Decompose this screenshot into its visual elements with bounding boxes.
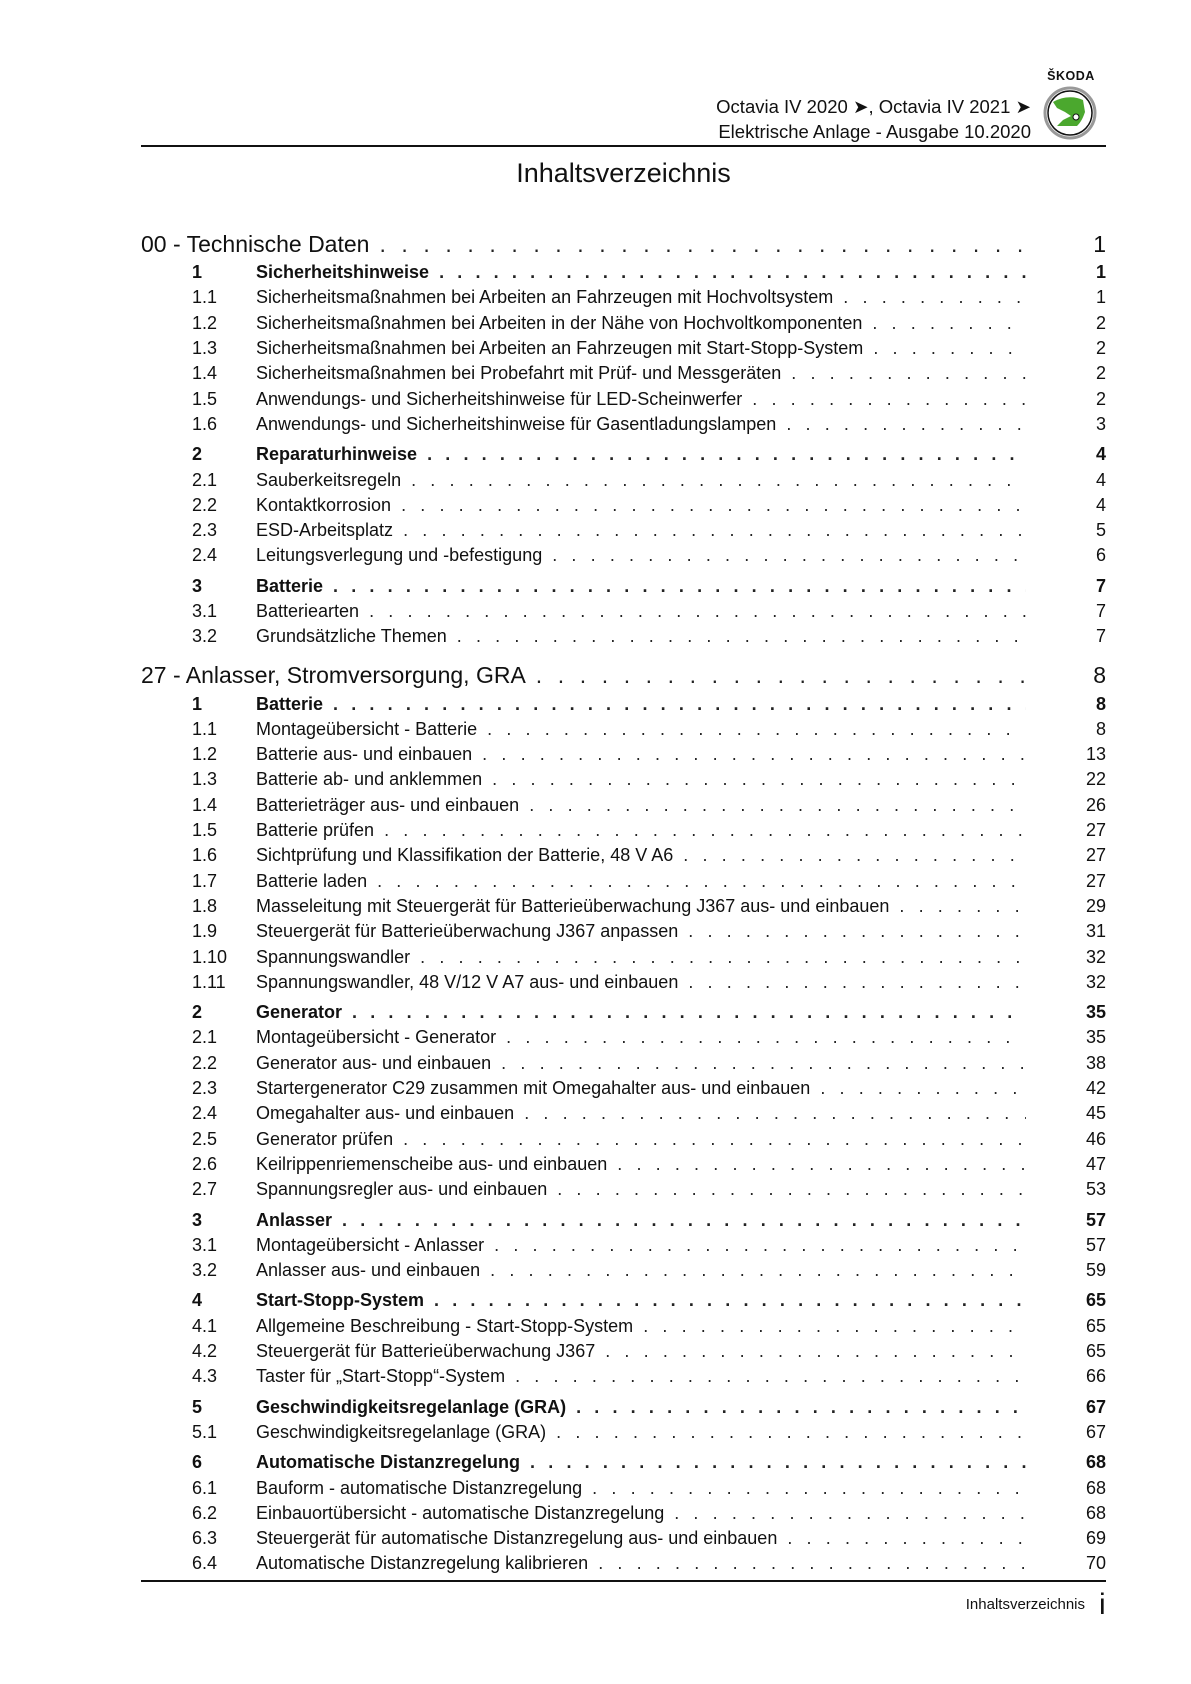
entry-number: 6.1 [192,1477,218,1498]
entry-number: 4 [192,1290,203,1311]
header-rule [141,145,1106,147]
entry-number: 1.3 [192,338,218,359]
page-number: 27 [1085,845,1106,866]
page-number: 32 [1085,971,1106,992]
entry-title: Batterie ab- und anklemmen [256,769,483,790]
toc-entry[interactable] [141,412,1106,437]
header-edition: Elektrische Anlage - Ausgabe 10.2020 [718,121,1031,142]
entry-number: 4.2 [192,1341,218,1362]
page-number: 5 [1095,520,1106,541]
toc-entry[interactable] [141,767,1106,792]
toc-entry[interactable] [141,944,1106,969]
entry-title: Anwendungs- und Sicherheitshinweise für LED-Scheinwerfer [256,388,743,409]
entry-number: 6 [192,1452,203,1473]
entry-number: 1.6 [192,413,218,434]
entry-title: Montageübersicht - Anlasser [256,1234,485,1255]
toc-entry[interactable] [141,1551,1106,1576]
page-number: 68 [1085,1452,1106,1473]
entry-title: Spannungswandler [256,946,411,967]
page-number: 67 [1085,1421,1106,1442]
entry-number: 1.11 [192,971,226,992]
entry-number: 1.3 [192,769,218,790]
entry-number: 1.6 [192,845,218,866]
entry-title: Batterie aus- und einbauen [256,744,473,765]
toc-entry[interactable] [141,336,1106,361]
toc-section-entry[interactable] [141,228,1106,260]
dot-leader [439,262,1026,283]
toc-entry[interactable] [141,1076,1106,1101]
toc-entry[interactable] [141,1420,1106,1445]
entry-number: 2.3 [192,1078,218,1099]
dot-leader [377,871,1026,892]
dot-leader [403,520,1026,541]
header-models: Octavia IV 2020 ➤, Octavia IV 2021 ➤ [716,96,1031,117]
entry-title: Anlasser aus- und einbauen [256,1260,481,1281]
dot-leader [427,444,1026,465]
page-number: 47 [1085,1153,1106,1174]
entry-title: Geschwindigkeitsregelanlage (GRA) [256,1396,567,1417]
dot-leader [379,231,1026,258]
page-number: 45 [1085,1103,1106,1124]
entry-number: 2.5 [192,1128,218,1149]
entry-number: 5 [192,1396,203,1417]
dot-leader [552,545,1026,566]
page-number: 53 [1085,1179,1106,1200]
entry-number: 2 [192,1002,203,1023]
dot-leader [843,287,1026,308]
toc-entry[interactable] [141,518,1106,543]
toc-entry[interactable] [141,1177,1106,1202]
entry-number: 1.4 [192,363,218,384]
dot-leader [872,313,1026,334]
entry-title: Reparaturhinweise [256,444,418,465]
page-number: 6 [1095,545,1106,566]
entry-title: Spannungsregler aus- und einbauen [256,1179,548,1200]
entry-title: Steuergerät für Batterieüberwachung J367 anpassen [256,921,679,942]
dot-leader [352,1002,1026,1023]
entry-title: Anlasser [256,1209,333,1230]
dot-leader [787,1528,1026,1549]
entry-number: 1.9 [192,921,218,942]
toc-entry[interactable] [141,361,1106,386]
page-number: 4 [1095,444,1106,465]
toc-entry[interactable] [141,1339,1106,1364]
entry-title: Startergenerator C29 zusammen mit Omegahalter aus- und einbauen [256,1078,811,1099]
entry-number: 2.2 [192,494,218,515]
page-number: 7 [1095,575,1106,596]
entry-number: 1.4 [192,794,218,815]
toc-chapter-entry[interactable] [141,691,1106,716]
entry-title: Sauberkeitsregeln [256,469,402,490]
dot-leader [643,1316,1026,1337]
toc-entry[interactable] [141,818,1106,843]
entry-number: 6.4 [192,1553,218,1574]
entry-title: Batterie laden [256,870,368,891]
page-number: 66 [1085,1366,1106,1387]
entry-number: 3.2 [192,1260,218,1281]
dot-leader [490,1260,1026,1281]
entry-title: Keilrippenriemenscheibe aus- und einbauen [256,1153,608,1174]
dot-leader [342,1210,1026,1231]
dot-leader [515,1366,1026,1387]
dot-leader [688,921,1026,942]
dot-leader [820,1078,1026,1099]
footer-page-number: i [1099,1588,1106,1621]
entry-number: 2.3 [192,520,218,541]
entry-number: 1.2 [192,312,218,333]
page-number: 67 [1085,1396,1106,1417]
entry-title: Generator aus- und einbauen [256,1052,492,1073]
table-of-contents [141,228,1106,1577]
dot-leader [487,719,1026,740]
entry-title: Montageübersicht - Generator [256,1027,497,1048]
page-number: 57 [1085,1234,1106,1255]
entry-number: 4.1 [192,1315,218,1336]
entry-title: Start-Stopp-System [256,1290,425,1311]
page-number: 68 [1085,1502,1106,1523]
entry-title: Grundsätzliche Themen [256,626,447,647]
entry-number: 2.2 [192,1052,218,1073]
toc-entry[interactable] [141,311,1106,336]
footer-rule [141,1580,1106,1582]
entry-title: Einbauortübersicht - automatische Distanzregelung [256,1502,665,1523]
toc-entry[interactable] [141,386,1106,411]
page-number: 2 [1095,388,1106,409]
page-number: 46 [1085,1128,1106,1149]
entry-number: 2.4 [192,545,218,566]
dot-leader [557,1179,1026,1200]
entry-number: 2.6 [192,1153,218,1174]
entry-title: Sicherheitsmaßnahmen bei Arbeiten an Fahrzeugen mit Hochvoltsystem [256,287,834,308]
section-title: 00 - Technische Daten [141,230,370,257]
dot-leader [333,576,1026,597]
dot-leader [786,414,1026,435]
entry-title: Batterieträger aus- und einbauen [256,794,520,815]
entry-title: Batteriearten [256,601,360,621]
skoda-logo-icon [1043,86,1097,140]
entry-number: 2.1 [192,1027,218,1048]
toc-entry[interactable] [141,742,1106,767]
entry-number: 1.7 [192,870,218,891]
page-number: 68 [1085,1477,1106,1498]
dot-leader [529,795,1026,816]
toc-entry[interactable] [141,1475,1106,1500]
toc-section-entry[interactable] [141,659,1106,691]
entry-title: Omegahalter aus- und einbauen [256,1103,515,1124]
page-number: 59 [1085,1260,1106,1281]
dot-leader [683,845,1026,866]
entry-title: Steuergerät für Batterieüberwachung J367 [256,1341,596,1362]
entry-title: Automatische Distanzregelung kalibrieren [256,1553,589,1574]
entry-title: Automatische Distanzregelung [256,1452,521,1473]
footer-label: Inhaltsverzeichnis [965,1596,1085,1613]
entry-number: 3 [192,575,203,596]
entry-number: 1.5 [192,388,218,409]
dot-leader [791,363,1026,384]
entry-title: ESD-Arbeitsplatz [256,520,394,541]
toc-entry[interactable] [141,869,1106,894]
entry-title: Geschwindigkeitsregelanlage (GRA) [256,1421,547,1442]
entry-number: 1 [192,693,203,714]
dot-leader [457,626,1026,647]
entry-number: 4.3 [192,1366,218,1387]
entry-number: 3.1 [192,601,218,621]
entry-number: 5.1 [192,1421,218,1442]
page-number: 69 [1085,1528,1106,1549]
page-number: 26 [1085,794,1106,815]
toc-entry[interactable] [141,1233,1106,1258]
dot-leader [688,972,1026,993]
entry-number: 1.1 [192,287,218,308]
page-number: 38 [1085,1052,1106,1073]
toc-entry[interactable] [141,1526,1106,1551]
entry-title: Kontaktkorrosion [256,494,392,515]
toc-entry[interactable] [141,1051,1106,1076]
entry-number: 1.1 [192,718,218,739]
entry-number: 3.2 [192,626,218,647]
brand-name: ŠKODA [1047,69,1095,83]
toc-chapter-entry[interactable] [141,1450,1106,1475]
entry-title: Bauform - automatische Distanzregelung [256,1477,583,1498]
toc-entry[interactable] [141,970,1106,995]
entry-title: Anwendungs- und Sicherheitshinweise für Gasentladungslampen [256,413,777,434]
toc-entry[interactable] [141,1364,1106,1389]
entry-title: Montageübersicht - Batterie [256,718,478,739]
page-number: 7 [1095,601,1106,621]
page-number: 8 [1095,718,1106,739]
dot-leader [598,1553,1026,1574]
entry-title: Sicherheitsmaßnahmen bei Probefahrt mit Prüf- und Messgeräten [256,363,782,384]
page-number: 13 [1085,744,1106,765]
toc-chapter-entry[interactable] [141,1000,1106,1025]
dot-leader [494,1235,1026,1256]
page-number: 32 [1085,946,1106,967]
page-number: 27 [1085,820,1106,841]
page-number: 65 [1085,1315,1106,1336]
entry-number: 1 [192,262,203,283]
toc-entry[interactable] [141,467,1106,492]
toc-entry[interactable] [141,543,1106,568]
entry-number: 1.2 [192,744,218,765]
page-number: 1 [1095,287,1106,308]
entry-title: Taster für „Start-Stopp“-System [256,1366,506,1387]
dot-leader [524,1103,1026,1124]
toc-entry[interactable] [141,1314,1106,1339]
page-number: 22 [1085,769,1106,790]
dot-leader [420,947,1026,968]
page-number: 31 [1085,921,1106,942]
entry-number: 2 [192,444,203,465]
page-number: 3 [1095,413,1106,434]
page-number: 29 [1085,895,1106,916]
page-number: 27 [1085,870,1106,891]
section-title: 27 - Anlasser, Stromversorgung, GRA [141,661,526,688]
entry-number: 6.2 [192,1502,218,1523]
dot-leader [369,601,1026,622]
dot-leader [333,694,1026,715]
dot-leader [384,820,1026,841]
entry-title: Sicherheitshinweise [256,262,430,283]
entry-number: 2.4 [192,1103,218,1124]
toc-chapter-entry[interactable] [141,260,1106,285]
dot-leader [530,1452,1026,1473]
page-number: 65 [1085,1341,1106,1362]
page-number: 1 [1093,230,1106,257]
toc-entry[interactable] [141,919,1106,944]
entry-title: Allgemeine Beschreibung - Start-Stopp-System [256,1315,634,1336]
page-number: 2 [1095,338,1106,359]
entry-number: 2.1 [192,469,218,490]
entry-title: Batterie [256,693,324,714]
page-number: 7 [1095,626,1106,647]
dot-leader [434,1290,1026,1311]
entry-number: 1.10 [192,946,228,967]
entry-number: 6.3 [192,1528,218,1549]
dot-leader [617,1154,1026,1175]
dot-leader [536,662,1026,689]
entry-title: Steuergerät für automatische Distanzregelung aus- und einbauen [256,1528,778,1549]
dot-leader [873,338,1026,359]
page-number: 35 [1085,1027,1106,1048]
page-number: 42 [1085,1078,1106,1099]
page-number: 57 [1085,1209,1106,1230]
entry-title: Leitungsverlegung und -befestigung [256,545,543,566]
dot-leader [401,495,1026,516]
entry-number: 2.7 [192,1179,218,1200]
toc-entry[interactable] [141,1152,1106,1177]
entry-number: 3 [192,1209,203,1230]
page-number: 70 [1085,1553,1106,1574]
entry-title: Generator [256,1002,343,1023]
page-number: 2 [1095,363,1106,384]
dot-leader [411,470,1026,491]
toc-entry[interactable] [141,894,1106,919]
dot-leader [592,1478,1026,1499]
toc-entry[interactable] [141,1127,1106,1152]
dot-leader [492,769,1026,790]
entry-title: Sicherheitsmaßnahmen bei Arbeiten in der Nähe von Hochvoltkomponenten [256,312,863,333]
dot-leader [674,1503,1026,1524]
toc-entry[interactable] [141,1025,1106,1050]
dot-leader [403,1129,1026,1150]
entry-title: Masseleitung mit Steuergerät für Batterieüberwachung J367 aus- und einbauen [256,895,890,916]
toc-entry[interactable] [141,1501,1106,1526]
toc-entry[interactable] [141,624,1106,649]
toc-chapter-entry[interactable] [141,1288,1106,1313]
entry-title: Batterie prüfen [256,820,375,841]
dot-leader [482,744,1026,765]
toc-entry[interactable] [141,285,1106,310]
page-number: 8 [1093,661,1106,688]
page-number: 65 [1085,1290,1106,1311]
entry-title: Batterie [256,575,324,596]
dot-leader [506,1027,1026,1048]
page-number: 2 [1095,312,1106,333]
toc-entry[interactable] [141,1101,1106,1126]
dot-leader [899,896,1026,917]
dot-leader [752,389,1026,410]
toc-entry[interactable] [141,717,1106,742]
entry-title: Sicherheitsmaßnahmen bei Arbeiten an Fahrzeugen mit Start-Stopp-System [256,338,864,359]
entry-number: 3.1 [192,1234,218,1255]
toc-entry[interactable] [141,793,1106,818]
toc-chapter-entry[interactable] [141,1207,1106,1232]
entry-title: Generator prüfen [256,1128,394,1149]
dot-leader [501,1053,1026,1074]
entry-title: Sichtprüfung und Klassifikation der Batterie, 48 V A6 [256,845,674,866]
dot-leader [576,1397,1026,1418]
toc-entry[interactable] [141,1258,1106,1283]
page-number: 1 [1095,262,1106,283]
page-number: 4 [1095,494,1106,515]
page-number: 8 [1095,693,1106,714]
toc-chapter-entry[interactable] [141,1394,1106,1419]
toc-entry[interactable] [141,493,1106,518]
toc-entry[interactable] [141,599,1106,624]
entry-number: 1.5 [192,820,218,841]
dot-leader [605,1341,1026,1362]
page-number: 35 [1085,1002,1106,1023]
entry-title: Spannungswandler, 48 V/12 V A7 aus- und einbauen [256,971,679,992]
toc-chapter-entry[interactable] [141,442,1106,467]
toc-entry[interactable] [141,843,1106,868]
page-number: 4 [1095,469,1106,490]
page-title: Inhaltsverzeichnis [516,158,731,188]
entry-number: 1.8 [192,895,218,916]
toc-chapter-entry[interactable] [141,574,1106,599]
dot-leader [556,1422,1026,1443]
